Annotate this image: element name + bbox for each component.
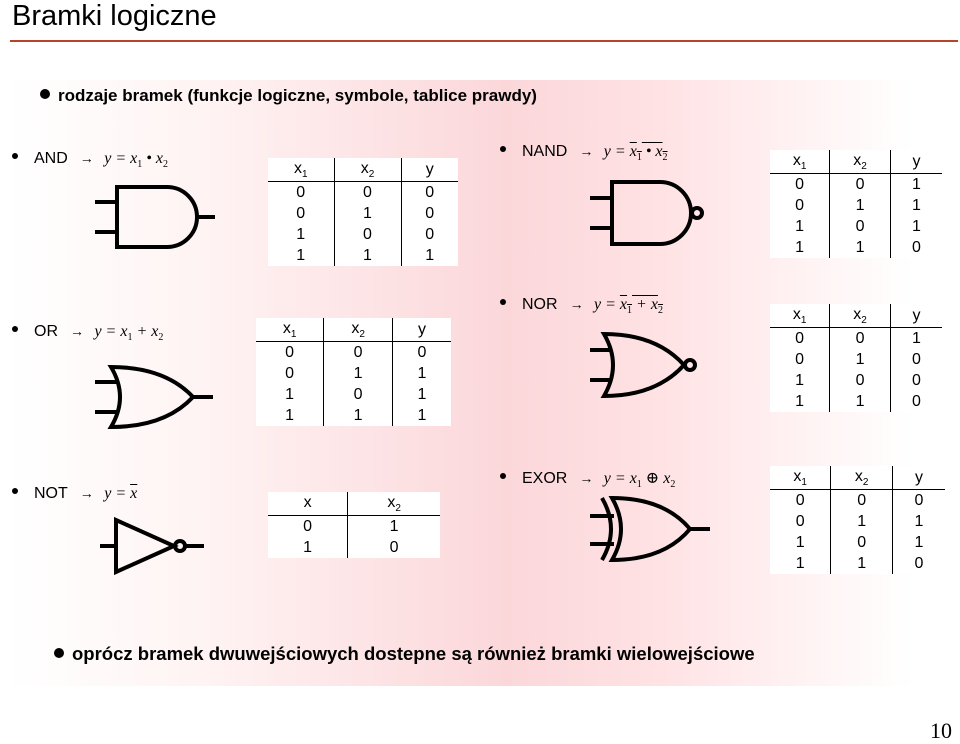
section-heading: rodzaje bramek (funkcje logiczne, symbole, tablice prawdy): [40, 86, 537, 106]
column-header: x: [268, 492, 348, 516]
not-truth-table: [268, 492, 440, 558]
page-title: Bramki logiczne: [12, 0, 217, 32]
table-row: 0 0 1: [770, 174, 942, 196]
table-row: 0 0 0: [268, 182, 458, 204]
or-truth-table: [256, 318, 451, 426]
table-row: 0 0 1: [770, 328, 942, 350]
arrow-icon: →: [569, 296, 584, 312]
column-header: y: [401, 158, 458, 182]
or-gate-icon: [95, 365, 220, 435]
table-row: 0 1: [268, 516, 440, 538]
bullet-icon: [500, 146, 506, 152]
column-header: $x_1$: [256, 318, 324, 342]
arrow-icon: →: [579, 143, 594, 159]
nor-gate-icon: [590, 332, 720, 402]
column-header: $x_2$: [830, 150, 891, 174]
bullet-icon: [54, 648, 64, 658]
table-row: 1 1 0: [770, 237, 942, 258]
table-row: 1 1 1: [268, 245, 458, 266]
nand-label: NAND → $y = x_1$ • $x_2$: [500, 143, 668, 163]
not-label: NOT → $y = \overline{x}$: [12, 485, 137, 503]
exor-label: EXOR → $y = x_1$ ⊕ $x_2$: [500, 468, 675, 490]
column-header: $x_2$: [831, 466, 893, 490]
bullet-icon: [40, 89, 50, 99]
or-formula: $y = x_1 + x_2$: [94, 323, 164, 344]
table-row: 1 1 0: [770, 553, 945, 574]
arrow-icon: →: [79, 150, 94, 166]
arrow-icon: →: [579, 470, 594, 486]
page-number: 10: [930, 718, 952, 743]
bullet-icon: [500, 299, 506, 305]
table-row: 0 0 0: [256, 342, 451, 364]
table-row: 0 0 0: [770, 490, 945, 512]
and-formula: $y = x_1$ • $x_2$: [104, 150, 168, 171]
table-row: 0 1 0: [268, 203, 458, 224]
column-header: $x_1$: [770, 466, 831, 490]
nand-truth-table: [770, 150, 942, 258]
column-header: y: [393, 318, 452, 342]
bullet-icon: [12, 153, 18, 159]
not-gate-icon: [100, 518, 210, 578]
table-row: 1 1 1: [256, 405, 451, 426]
and-gate-icon: [95, 185, 220, 255]
table-row: 1 0 0: [770, 370, 942, 391]
exor-gate-icon: [590, 496, 720, 566]
table-row: 1 0 1: [770, 532, 945, 553]
exor-truth-table: [770, 466, 945, 574]
column-header: $x_2$: [348, 492, 440, 516]
column-header: $x_1$: [770, 150, 830, 174]
table-row: 0 1 1: [256, 363, 451, 384]
exor-formula: $y = x_1$ ⊕ $x_2$: [603, 470, 676, 491]
and-label: AND → $y = x_1$ • $x_2$: [12, 150, 168, 170]
table-row: 1 0: [268, 537, 440, 558]
column-header: y: [892, 466, 945, 490]
bullet-icon: [12, 488, 18, 494]
table-row: 0 1 1: [770, 195, 942, 216]
bullet-icon: [500, 473, 506, 479]
table-row: 1 0 1: [256, 384, 451, 405]
title-underline: [10, 40, 958, 42]
column-header: y: [890, 304, 942, 328]
footnote: oprócz bramek dwuwejściowych dostepne są również bramki wielowejściowe: [54, 643, 755, 665]
table-row: 1 0 0: [268, 224, 458, 245]
table-row: 1 0 1: [770, 216, 942, 237]
column-header: $x_2$: [324, 318, 393, 342]
and-truth-table: [268, 158, 458, 266]
table-row: 0 1 1: [770, 511, 945, 532]
arrow-icon: →: [79, 485, 94, 501]
nand-gate-icon: [590, 180, 720, 250]
column-header: $x_1$: [770, 304, 830, 328]
column-header: y: [890, 150, 942, 174]
column-header: $x_1$: [268, 158, 334, 182]
bullet-icon: [12, 326, 18, 332]
or-label: OR → $y = x_1 + x_2$: [12, 323, 163, 343]
table-row: 0 1 0: [770, 349, 942, 370]
not-formula: $y = \overline{x}$: [104, 485, 138, 502]
column-header: $x_2$: [830, 304, 891, 328]
table-row: 1 1 0: [770, 391, 942, 412]
nor-label: NOR → $y = x_1 + x_2$: [500, 296, 663, 316]
nor-formula: $y = x_1 + x_2$: [594, 296, 663, 317]
column-header: $x_2$: [334, 158, 401, 182]
nor-truth-table: [770, 304, 942, 412]
arrow-icon: →: [70, 323, 84, 339]
nand-formula: $y = x_1$ • $x_2$: [603, 143, 668, 164]
